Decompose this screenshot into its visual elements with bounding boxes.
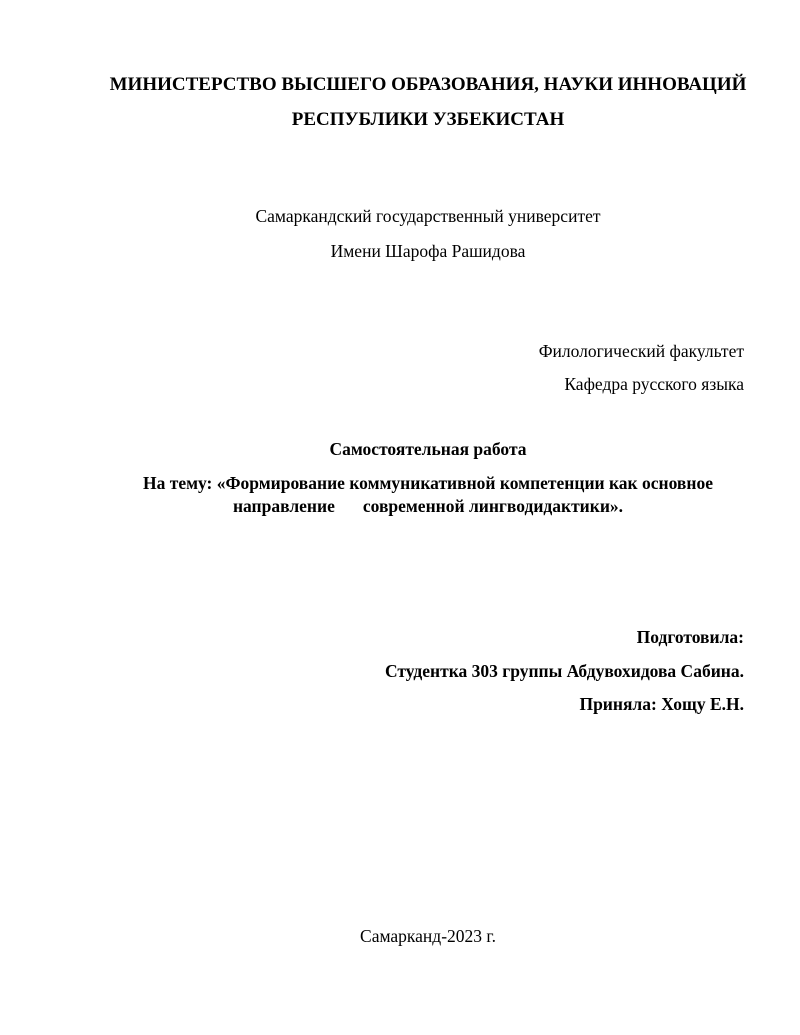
topic-line-2-part-1: направление	[232, 496, 335, 516]
topic-line-2-part-2: современной лингводидактики».	[362, 496, 624, 516]
topic-line-1: На тему: «Формирование коммуникативной компетенции как основное	[143, 473, 713, 493]
university-honorific: Имени Шарофа Рашидова	[330, 241, 526, 261]
topic-line-2	[0, 498, 800, 516]
city-year: Самарканд-2023 г.	[360, 926, 496, 946]
accepted-by: Приняла: Хощу Е.Н.	[579, 694, 744, 714]
university-name: Самаркандский государственный университет	[255, 206, 601, 226]
faculty-name: Филологический факультет	[538, 341, 744, 361]
ministry-title-line-1: МИНИСТЕРСТВО ВЫСШЕГО ОБРАЗОВАНИЯ, НАУКИ ИННОВАЦИЙ	[109, 74, 747, 95]
department-name: Кафедра русского языка	[564, 374, 744, 394]
student-name: Студентка 303 группы Абдувохидова Сабина.	[384, 661, 744, 681]
prepared-by-label: Подготовила:	[636, 627, 744, 647]
work-type: Самостоятельная работа	[329, 439, 527, 459]
ministry-title-line-2: РЕСПУБЛИКИ УЗБЕКИСТАН	[291, 109, 565, 130]
